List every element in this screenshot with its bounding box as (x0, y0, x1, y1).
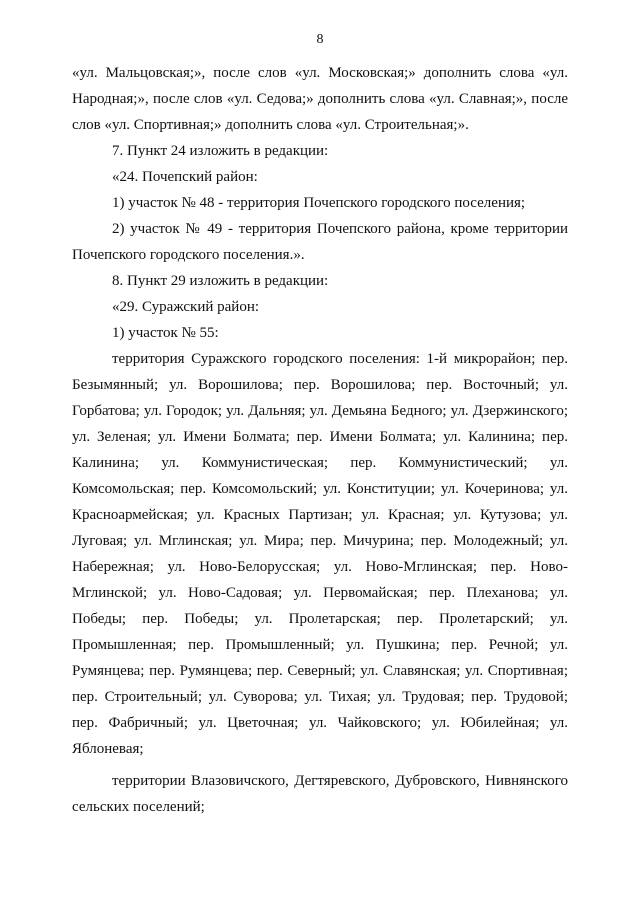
paragraph-continuation: «ул. Мальцовская;», после слов «ул. Московская;» дополнить слова «ул. Народная;», после слов «ул. Седова;» дополнить слова «ул. Славная;», после слов «ул. Спортивная;» дополнить слова «ул. Строительная;». (72, 65, 568, 133)
paragraph-street-list: территория Суражского городского поселения: 1-й микрорайон; пер. Безымянный; ул. Ворошилова; пер. Ворошилова; пер. Восточный; ул. Горбатова; ул. Городок; ул. Дальняя; ул. Демьяна Бедного; ул. Дзержинского; ул. Зеленая; ул. Имени Болмата; пер. Имени Болмата; ул. Калинина; пер. Калинина; ул. Коммунистическая; пер. Коммунистический; ул. Комсомольская; пер. Комсомольский; ул. Конституции; ул. Кочеринова; ул. Красноармейская; ул. Красных Партизан; ул. Красная; ул. Кутузова; ул. Луговая; ул. Мглинская; ул. Мира; пер. Мичурина; пер. Молодежный; ул. Набережная; ул. Ново-Белорусская; ул. Ново-Мглинская; пер. Ново-Мглинской; ул. Ново-Садовая; ул. Первомайская; пер. Плеханова; ул. Победы; пер. Победы; ул. Пролетарская; пер. Пролетарский; ул. Промышленная; пер. Промышленный; ул. Пушкина; пер. Речной; ул. Румянцева; пер. Румянцева; пер. Северный; ул. Славянская; ул. Спортивная; пер. Строительный; ул. Суворова; ул. Тихая; ул. Трудовая; пер. Трудовой; пер. Фабричный; ул. Цветочная; ул. Чайковского; ул. Юбилейная; ул. Яблоневая; (72, 351, 568, 757)
paragraph-item-8: 8. Пункт 29 изложить в редакции: (112, 273, 329, 289)
paragraph-plot-48: 1) участок № 48 - территория Почепского городского поселения; (112, 195, 526, 211)
paragraph-rural-settlements: территории Влазовичского, Дегтяревского, Дубровского, Нивнянского сельских поселений; (72, 773, 568, 815)
paragraph-plot-55: 1) участок № 55: (112, 325, 219, 341)
page-number: 8 (316, 32, 324, 47)
document-body (72, 60, 568, 820)
paragraph-item-7: 7. Пункт 24 изложить в редакции: (112, 143, 329, 159)
paragraph-surazh-heading: «29. Суражский район: (112, 299, 260, 315)
paragraph-pochep-heading: «24. Почепский район: (112, 169, 258, 185)
paragraph-plot-49: 2) участок № 49 - территория Почепского района, кроме территории Почепского городского поселения.». (72, 221, 568, 263)
